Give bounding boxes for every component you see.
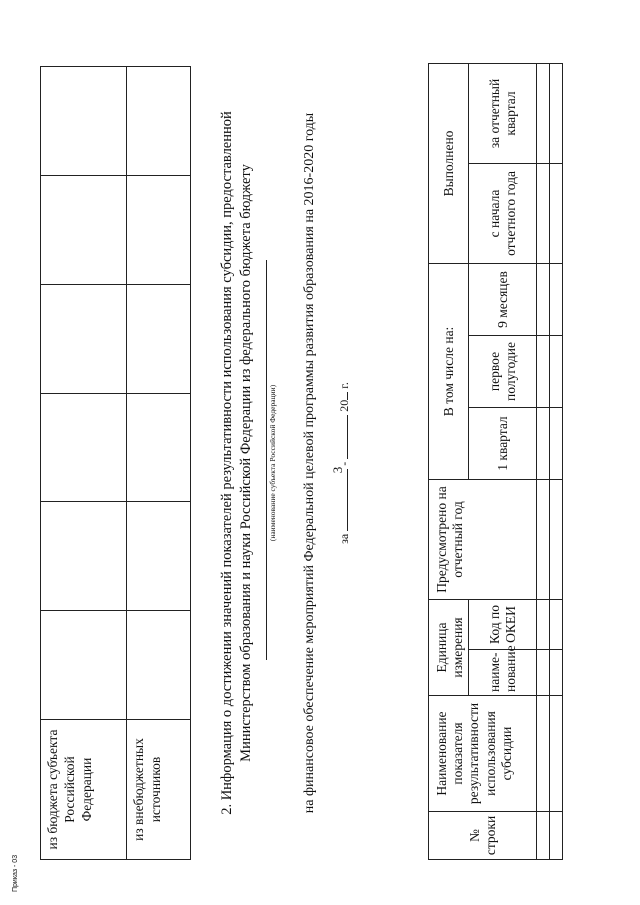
header-q1: 1 квартал	[469, 408, 537, 480]
table-cell	[550, 696, 563, 812]
funding-sources-table	[40, 66, 191, 860]
table-cell	[537, 812, 550, 860]
table-cell	[550, 408, 563, 480]
table-cell	[550, 63, 563, 163]
header-completed: Выполнено	[429, 63, 469, 263]
header-for-quarter: за отчетный квартал	[469, 63, 537, 163]
row-label-extrabudgetary: из внебюджетных источников	[127, 720, 191, 860]
period-blank-year	[335, 392, 348, 400]
table-cell	[127, 67, 191, 176]
table-header-row	[429, 63, 469, 859]
period-prefix: за	[337, 533, 351, 544]
header-unit: Единица измерения	[429, 600, 469, 696]
subject-name-note: (наименование субъекта Российской Федерации)	[268, 384, 277, 542]
table-cell	[550, 812, 563, 860]
rotated-page-content	[40, 40, 600, 860]
subject-name-line	[266, 260, 267, 660]
section-heading-line1: 2. Информация о достижении значений показателей результативности использования субсидии, предоставленной	[219, 111, 235, 815]
reporting-period	[335, 66, 352, 860]
table-cell	[537, 263, 550, 335]
table-cell	[41, 393, 127, 502]
table-cell	[127, 393, 191, 502]
period-blank-start	[335, 469, 348, 531]
table-cell	[550, 650, 563, 696]
header-indicator-name: Наименование показателя результативности использования субсидии	[429, 696, 537, 812]
table-row	[127, 67, 191, 860]
header-half-year: первое полугодие	[469, 336, 537, 408]
page-number: 3	[330, 466, 345, 474]
header-unit-okei: Код по ОКЕИ	[469, 600, 537, 650]
table-cell	[550, 263, 563, 335]
header-unit-name: наиме-нование	[469, 650, 537, 696]
table-cell	[41, 502, 127, 611]
program-line: на финансовое обеспечение мероприятий Федеральной целевой программы развития образования на 2016-2020 годы	[302, 112, 317, 814]
table-cell	[537, 163, 550, 263]
row-label-regional-budget: из бюджета субъекта Российской Федерации	[41, 720, 127, 860]
table-cell	[127, 502, 191, 611]
table-cell	[537, 600, 550, 650]
header-nine-months: 9 месяцев	[469, 263, 537, 335]
table-row	[537, 63, 550, 859]
table-cell	[537, 408, 550, 480]
header-row-number: № строки	[429, 812, 537, 860]
table-cell	[537, 336, 550, 408]
table-cell	[127, 284, 191, 393]
header-since-year-start: с начала отчетного года	[469, 163, 537, 263]
table-cell	[537, 480, 550, 600]
table-cell	[537, 696, 550, 812]
header-including: В том числе на:	[429, 263, 469, 479]
period-dash: -	[337, 461, 351, 466]
period-suffix: г.	[337, 382, 351, 389]
footer-note: Приказ - 03	[12, 854, 19, 892]
table-row	[550, 63, 563, 859]
period-year: 20	[337, 399, 351, 412]
indicators-table	[428, 63, 563, 860]
table-cell	[127, 611, 191, 720]
table-cell	[550, 336, 563, 408]
table-row	[41, 67, 127, 860]
header-planned: Предусмотрено на отчетный год	[429, 480, 537, 600]
table-cell	[41, 67, 127, 176]
section-heading	[218, 66, 256, 860]
table-cell	[41, 611, 127, 720]
table-cell	[550, 480, 563, 600]
table-cell	[41, 175, 127, 284]
table-cell	[127, 175, 191, 284]
table-cell	[550, 163, 563, 263]
table-cell	[41, 284, 127, 393]
table-cell	[537, 650, 550, 696]
table-cell	[537, 63, 550, 163]
table-cell	[550, 600, 563, 650]
period-blank-end	[335, 415, 348, 459]
section-heading-line2: Министерством образования и науки Российской Федерации из федерального бюджета бюджету	[237, 164, 254, 762]
